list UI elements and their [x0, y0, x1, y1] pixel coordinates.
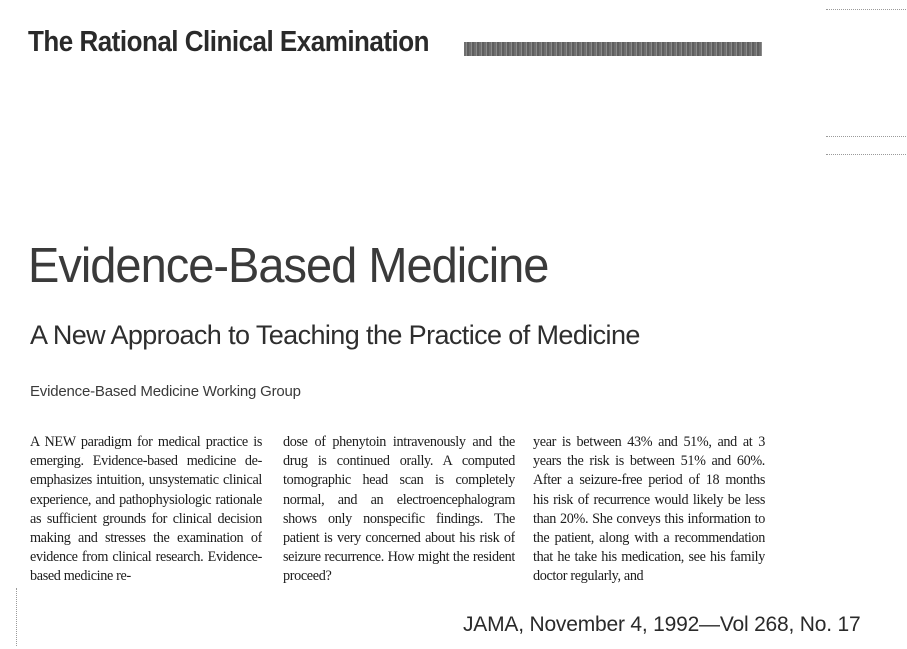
section-header: [28, 24, 768, 64]
scan-artifact-mid-2: [826, 154, 906, 155]
byline: Evidence-Based Medicine Working Group: [30, 383, 301, 400]
scan-artifact-mid-1: [826, 136, 906, 137]
scan-artifact-left: [16, 588, 17, 646]
journal-citation: JAMA, November 4, 1992—Vol 268, No. 17: [463, 613, 861, 636]
body-column-3: year is between 43% and 51%, and at 3 years the risk is between 51% and 60%. After a seizure-free period of 18 months his risk of recurrence would likely be less than 20%. She conveys this information to the patient, along with a recommendation that he take his medication, see his family doctor regularly, and: [533, 434, 765, 585]
body-column-2: dose of phenytoin intravenously and the drug is continued orally. A computed tomographic head scan is completely normal, and an electroencephalogram shows only nonspecific findings. The patient is very concerned about his risk of seizure recurrence. How might the resident proceed?: [283, 434, 515, 585]
article-title: Evidence-Based Medicine: [28, 237, 549, 293]
article-subtitle: A New Approach to Teaching the Practice of Medicine: [30, 320, 640, 350]
section-title: The Rational Clinical Examination: [28, 24, 430, 58]
scan-artifact-top: [826, 9, 906, 10]
header-rule: [464, 42, 762, 56]
body-column-1: A NEW paradigm for medical practice is emerging. Evidence-based medicine de-emphasizes intuition, unsystematic clinical experience, and pathophysiologic rationale as sufficient grounds for clinical decision making and stresses the examination of evidence from clinical research. Evidence-based medicine re-: [30, 434, 262, 585]
